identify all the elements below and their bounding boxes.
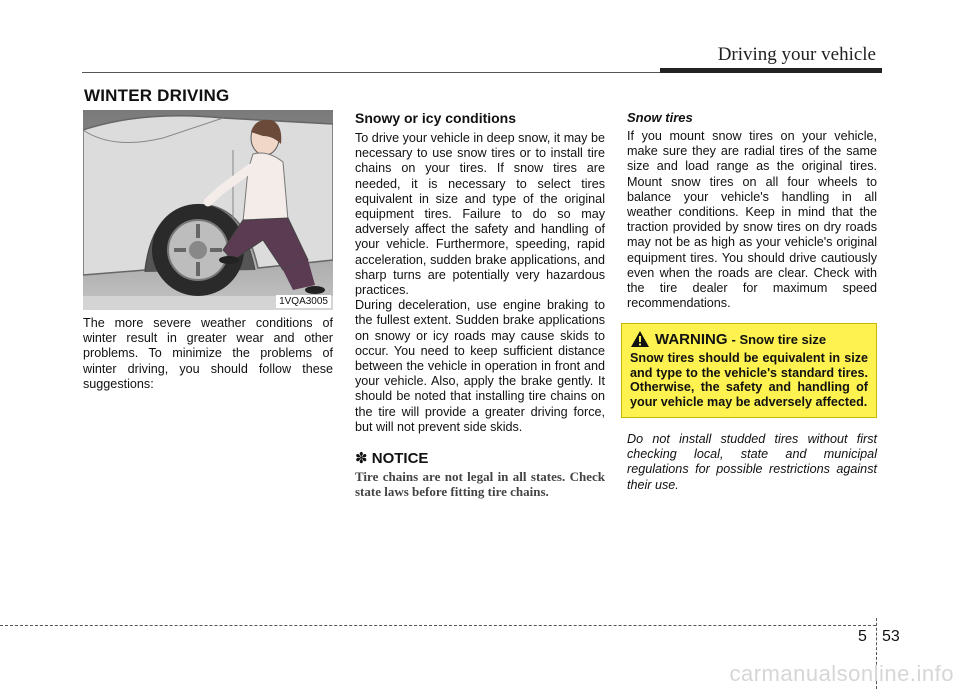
snowy-paragraph-2: During deceleration, use engine braking to the fullest extent. Sudden brake applications on snowy or icy roads may cause skids to occur. You need to keep sufficient distance between the vehicle in operation in front and your vehicle. Also, apply the brake gently. It should be noted that installing tire chains on the tire will provide a greater driving force, but will not prevent side skids. bbox=[355, 298, 605, 434]
footer-rule bbox=[0, 625, 876, 626]
heading-snowy-icy: Snowy or icy conditions bbox=[355, 110, 517, 126]
warning-triangle-icon bbox=[630, 330, 650, 348]
column-right bbox=[627, 110, 877, 493]
tire-illustration bbox=[83, 110, 333, 310]
woman-checking-tire-illustration-icon bbox=[83, 110, 333, 310]
chapter-number: 5 bbox=[858, 628, 867, 645]
snow-tires-paragraph: If you mount snow tires on your vehicle, make sure they are radial tires of the same size and load range as the original tires. Mount snow tires on all four wheels to balance your vehicle's handling in all weather conditions. Keep in mind that the traction provided by snow tires on dry roads may not be as high as your vehicle's original equipment tires. You should drive cautiously even when the roads are clear. Check with the tire dealer for maximum speed recommendations. bbox=[627, 129, 877, 311]
header-title: Driving your vehicle bbox=[717, 44, 876, 65]
notice-text: Tire chains are not legal in all states. Check state laws before fitting tire chains. bbox=[355, 469, 605, 499]
figure-code: 1VQA3005 bbox=[276, 295, 331, 308]
intro-paragraph: The more severe weather conditions of winter result in greater wear and other problems. To minimize the problems of winter driving, you should follow these suggestions: bbox=[83, 316, 333, 391]
column-left bbox=[83, 110, 333, 392]
snowy-paragraph-1: To drive your vehicle in deep snow, it may be necessary to use snow tires or to install tire chains on your tires. If snow tires are needed, it is necessary to select tires equivalent in size and type of the original equipment tires. Failure to do so may adversely affect the safety and handling of your vehicle. Furthermore, speeding, rapid acceleration, sudden brake applications, and sharp turns are potentially very hazardous practices. bbox=[355, 131, 605, 298]
header-rule-accent bbox=[660, 68, 882, 73]
watermark: carmanualsonline.info bbox=[729, 661, 954, 686]
warning-subject: - Snow tire size bbox=[731, 331, 827, 347]
notice-heading bbox=[355, 449, 605, 467]
studded-tires-note: Do not install studded tires without first checking local, state and municipal regulations for possible restrictions against their use. bbox=[627, 432, 877, 492]
section-title: WINTER DRIVING bbox=[84, 86, 230, 105]
page-number: 53 bbox=[882, 628, 900, 645]
notice-label: NOTICE bbox=[371, 450, 429, 468]
warning-label: WARNING bbox=[655, 330, 728, 348]
warning-text: Snow tires should be equivalent in size and type to the vehicle's standard tires. Otherwise, the safety and handling of your vehicle may be adversely affected. bbox=[630, 351, 868, 409]
column-middle bbox=[355, 110, 605, 499]
heading-snow-tires: Snow tires bbox=[627, 110, 693, 125]
notice-star-icon: ✽ bbox=[355, 450, 368, 468]
warning-box bbox=[621, 323, 877, 418]
warning-header bbox=[630, 330, 868, 348]
